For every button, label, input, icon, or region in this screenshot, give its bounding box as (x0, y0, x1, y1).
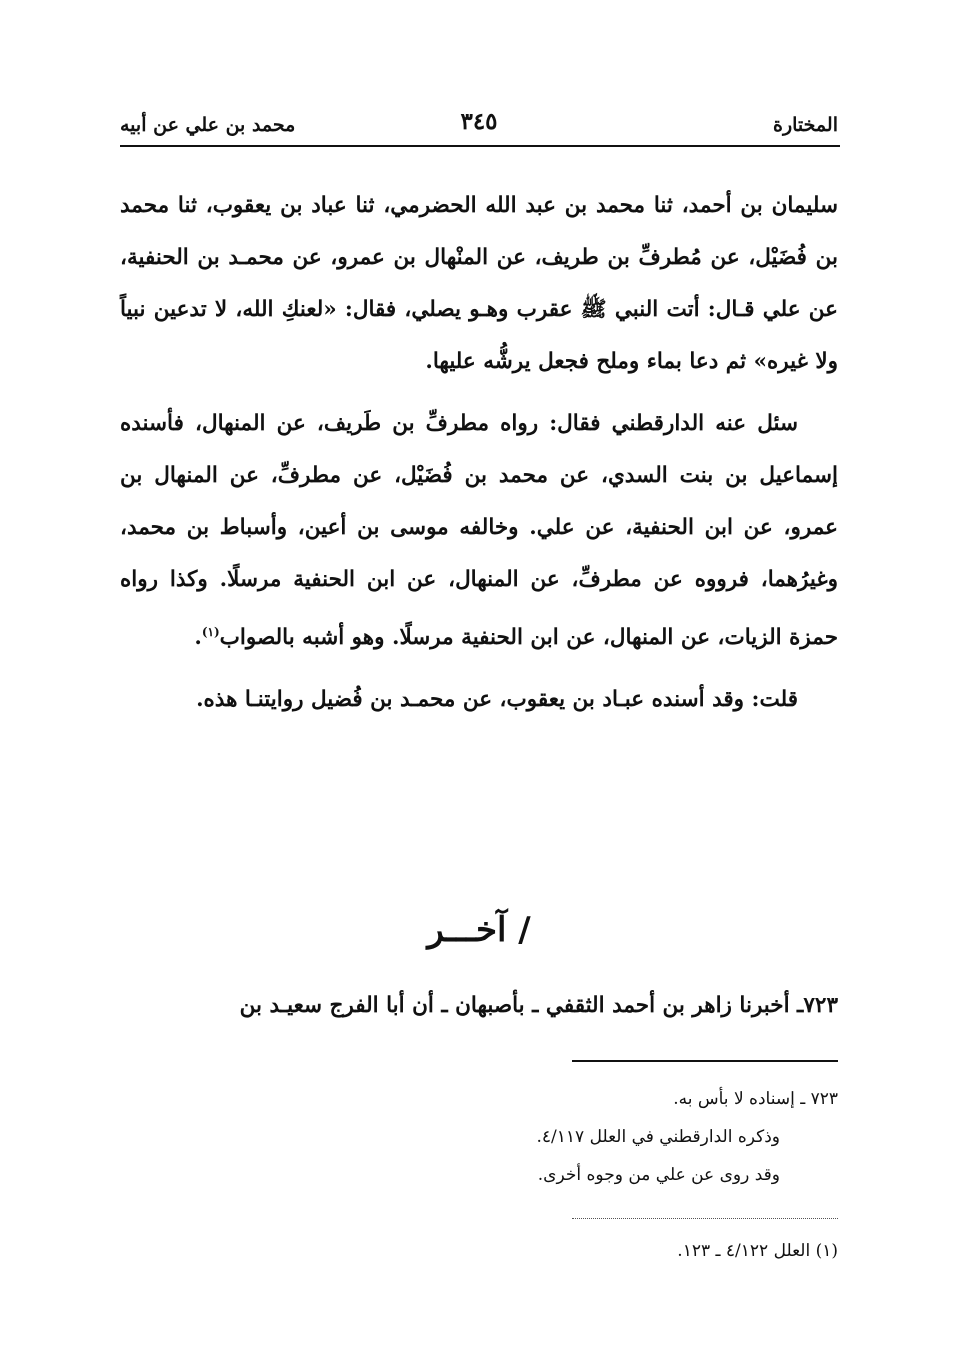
footnote-ref: (١) (201, 625, 220, 639)
hadith-723-start: ٧٢٣ـ أخبرنا زاهر بن أحمد الثقفي ـ بأصبهان ـ أن أبا الفرج سعيـد بن (239, 993, 838, 1018)
paragraph-comment: قلت: وقد أسنده عبـاد بن يعقوب، عن محمـد بن فُضيل روايتنـا هذه. (196, 687, 798, 713)
footnote-divider (572, 1060, 838, 1062)
paragraph-daraqutni-text: سئل عنه الدارقطني فقال: رواه مطرفِّ بن طَريف، عن المنهال، فأسنده إسماعيل بن بنت السدي، عن محمد بن فُضَيْل، عن مطرفِّ، عن المنهال بن عمرو، عن ابن الحنفية، عن علي. وخالفه موسى بن أعين، وأسباط بن محمد، وغيرُهما، فرووه عن مطرفِّ، عن المنهال، عن ابن الحنفية مرسلًا. وكذا رواه حمزة الزيات، عن المنهال، عن ابن الحنفية مرسلًا. وهو أشبه بالصواب (120, 411, 838, 651)
footnote-line-1: ٧٢٣ ـ إسناده لا بأس به. (673, 1089, 838, 1109)
chapter-title: محمد بن علي عن أبيه (120, 114, 296, 136)
footnote-line-3: وقد روى عن علي من وجوه أخرى. (537, 1165, 780, 1185)
book-title: المختارة (773, 114, 838, 136)
page-number: ٣٤٥ (460, 108, 498, 135)
paragraph-end: . (194, 625, 202, 651)
footnote-dotted-divider (572, 1218, 838, 1219)
footnotes (120, 1080, 838, 1194)
section-title: / آخـــر (427, 910, 531, 950)
paragraph-isnad: سليمان بن أحمد، ثنا محمد بن عبد الله الحضرمي، ثنا عباد بن يعقوب، ثنا محمد بن فُضَيْل، عن مُطرفِّ بن طريف، عن المنْهال بن عمرو، عن محمـد بن الحنفية، عن علي قـال: أتت النبي ﷺ عقرب وهـو يصلي، فقال: «لعنكِ الله، لا تدعين نبياً ولا غيره» ثم دعا بماء وملح فجعل يرشُّه عليها. (120, 193, 838, 374)
main-text (120, 180, 838, 726)
header-divider (120, 145, 840, 147)
page-header (120, 108, 838, 144)
footnote-line-2: وذكره الدارقطني في العلل ٤/١١٧. (536, 1127, 780, 1147)
footnote-reference: (١) العلل ٤/١٢٢ ـ ١٢٣. (677, 1241, 838, 1261)
paragraph-daraqutni (120, 398, 838, 664)
